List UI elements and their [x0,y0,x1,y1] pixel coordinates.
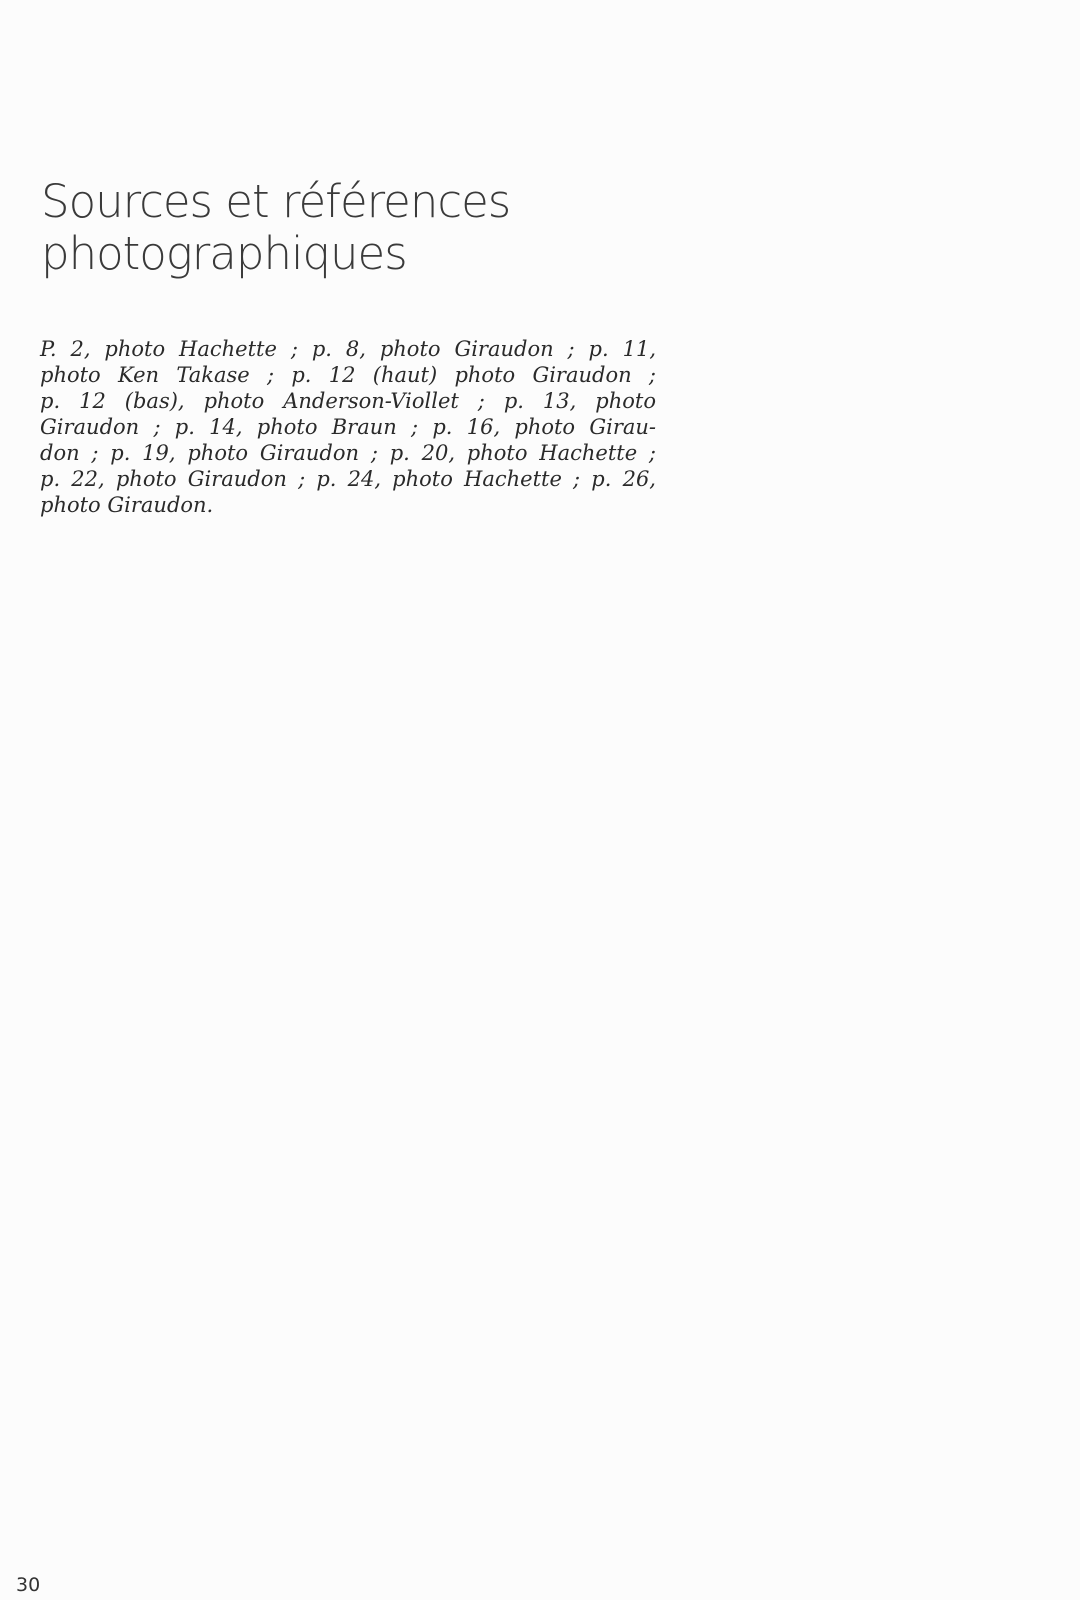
page-title-line: Sources et références [41,175,511,228]
credits-line: don ; p. 19, photo Giraudon ; p. 20, photo Hachette ; [40,441,656,465]
page-title [41,176,661,280]
credits-line: photo Giraudon. [40,493,214,517]
page-number: 30 [16,1574,41,1596]
credits-line: p. 12 (bas), photo Anderson-Viollet ; p. 13, photo [40,389,656,413]
page-title-line: photographiques [41,227,407,280]
credits-line: P. 2, photo Hachette ; p. 8, photo Giraudon ; p. 11, [40,337,656,361]
credits-line: photo Ken Takase ; p. 12 (haut) photo Giraudon ; [40,363,656,387]
credits-line: Giraudon ; p. 14, photo Braun ; p. 16, photo Girau- [40,415,656,439]
credits-line: p. 22, photo Giraudon ; p. 24, photo Hachette ; p. 26, [40,467,656,491]
photo-credits-paragraph [40,336,656,518]
